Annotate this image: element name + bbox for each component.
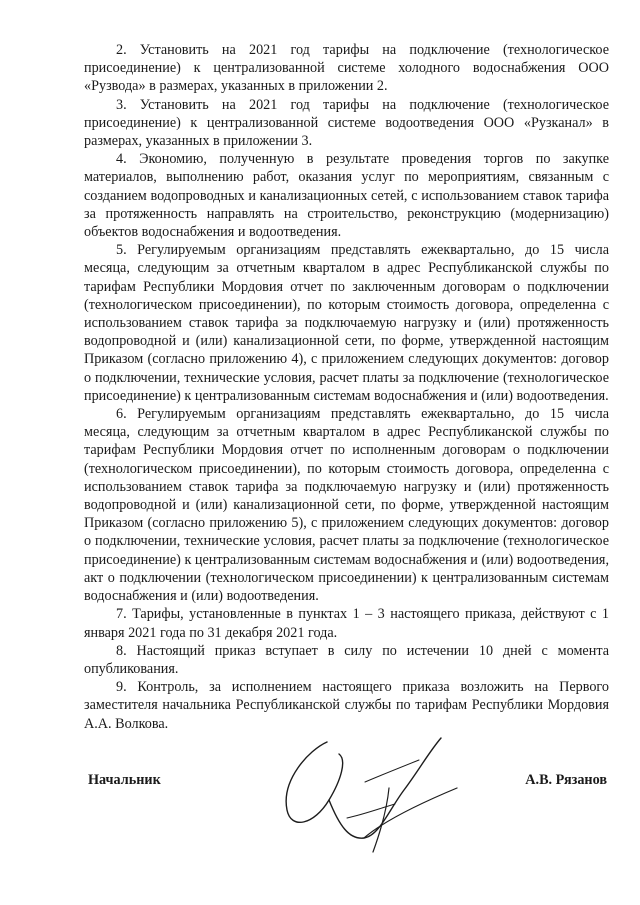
- handwritten-signature: [269, 730, 469, 870]
- paragraph-item-5: 5. Регулируемым организациям представлять ежеквартально, до 15 числа месяца, следующим за отчетным кварталом в адрес Республиканской службы по тарифам Республики Мордовия отчет по заключенным договорам о подключении (технологическом присоединении), по которым стоимость договора, определенна с использованием ставок тарифа за подключаемую нагрузку и (или) протяженность водопроводной и (или) канализационной сети, по форме, утвержденной настоящим Приказом (согласно приложению 4), с приложением следующих документов: договор о подключении, технические условия, расчет платы за подключение (технологическое присоединение) к централизованным системам водоснабжения и (или) водоотведения.: [84, 242, 609, 404]
- paragraph-item-2: 2. Установить на 2021 год тарифы на подключение (технологическое присоединение) к централизованной системе холодного водоснабжения ООО «Рузвода» в размерах, указанных в приложении 2.: [84, 42, 609, 95]
- document-body: [84, 41, 609, 733]
- paragraph-item-4: 4. Экономию, полученную в результате проведения торгов по закупке материалов, выполнению работ, оказания услуг по мероприятиям, связанным с созданием водопроводных и канализационных сетей, с использованием ставок тарифа за протяженность направлять на строительство, реконструкцию (модернизацию) объектов водоснабжения и водоотведения.: [84, 151, 609, 241]
- paragraph-item-7: 7. Тарифы, установленные в пунктах 1 – 3 настоящего приказа, действуют с 1 января 2021 года по 31 декабря 2021 года.: [84, 606, 609, 641]
- paragraph-item-8: 8. Настоящий приказ вступает в силу по истечении 10 дней с момента опубликования.: [84, 642, 609, 677]
- paragraph-item-3: 3. Установить на 2021 год тарифы на подключение (технологическое присоединение) к централизованной системе водоотведения ООО «Рузканал» в размерах, указанных в приложении 3.: [84, 96, 609, 150]
- signatory-title: Начальник: [88, 772, 161, 788]
- paragraph-item-6: 6. Регулируемым организациям представлять ежеквартально, до 15 числа месяца, следующим за отчетным кварталом в адрес Республиканской службы по тарифам Республики Мордовия отчет по исполненным договорам о подключении (технологическом присоединении), по которым стоимость договора, определенна с использованием ставок тарифа за подключаемую нагрузку и (или) протяженность водопроводной и (или) канализационной сети, по форме, утвержденной настоящим Приказом (согласно приложению 5), с приложением следующих документов: договор о подключении, технические условия, расчет платы за подключение (технологическое присоединение) к централизованным системам водоснабжения и (или) водоотведения, акт о подключении (технологическом присоединении) к централизованным системам водоснабжения и (или) водоотведения.: [84, 406, 609, 605]
- signatory-name: А.В. Рязанов: [525, 772, 607, 788]
- paragraph-item-9: 9. Контроль, за исполнением настоящего приказа возложить на Первого заместителя начальника Республиканской службы по тарифам Республики Мордовия А.А. Волкова.: [84, 679, 609, 732]
- signature-block: [84, 760, 609, 880]
